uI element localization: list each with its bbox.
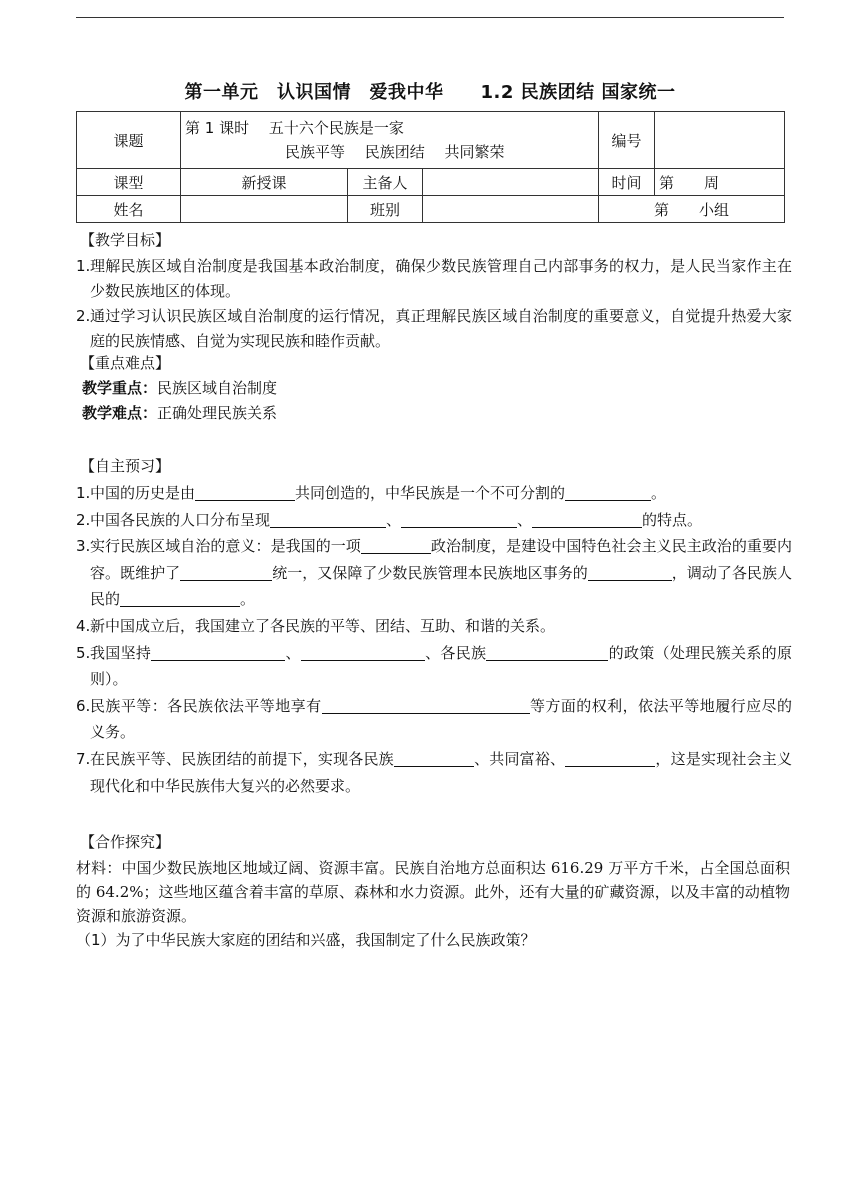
teaching-focus bbox=[82, 377, 277, 398]
question-text: 统一，又保障了少数民族管理本民族地区事务的 bbox=[272, 563, 588, 582]
question-text: 中国的历史是由 bbox=[90, 484, 196, 502]
difficulty-label: 教学难点： bbox=[82, 404, 158, 422]
question-text: 、 bbox=[386, 510, 402, 529]
objective-item bbox=[76, 304, 792, 354]
class-field[interactable] bbox=[423, 196, 599, 223]
preview-question-7 bbox=[76, 746, 792, 799]
answer-blank[interactable] bbox=[195, 483, 295, 501]
name-field[interactable] bbox=[181, 196, 348, 223]
question-number: 5. bbox=[76, 643, 91, 662]
answer-blank[interactable] bbox=[322, 696, 530, 714]
answer-blank[interactable] bbox=[180, 563, 272, 581]
answer-blank[interactable] bbox=[588, 563, 672, 581]
number-label: 编号 bbox=[599, 112, 655, 169]
focus-text: 民族区域自治制度 bbox=[157, 379, 278, 397]
answer-blank[interactable] bbox=[151, 643, 285, 661]
objective-item bbox=[76, 254, 792, 304]
answer-blank[interactable] bbox=[486, 643, 608, 661]
preparer-field[interactable] bbox=[423, 169, 599, 196]
answer-blank[interactable] bbox=[565, 749, 655, 767]
question-text: 、各民族 bbox=[424, 643, 487, 662]
question-number: 2. bbox=[76, 510, 91, 529]
lesson-subtitle: 民族平等 民族团结 共同繁荣 bbox=[285, 143, 505, 161]
preview-list bbox=[76, 480, 792, 799]
answer-blank[interactable] bbox=[394, 749, 474, 767]
objective-text: 理解民族区域自治制度是我国基本政治制度，确保少数民族管理自己内部事务的权力，是人民当家作主在少数民族地区的体现。 bbox=[90, 257, 792, 300]
question-text: 在民族平等、民族团结的前提下，实现各民族 bbox=[90, 749, 394, 768]
question-text: 、 bbox=[285, 643, 301, 662]
preview-question-6 bbox=[76, 693, 792, 746]
answer-blank[interactable] bbox=[361, 536, 431, 554]
answer-blank[interactable] bbox=[270, 510, 386, 528]
type-label: 课型 bbox=[77, 169, 181, 196]
question-text: 的政策（处理民簇关系的原则）。 bbox=[90, 643, 792, 689]
answer-blank[interactable] bbox=[532, 510, 642, 528]
question-number: 7. bbox=[76, 749, 91, 768]
answer-blank[interactable] bbox=[565, 483, 651, 501]
question-text: 、共同富裕、 bbox=[473, 749, 566, 768]
preparer-label: 主备人 bbox=[348, 169, 423, 196]
top-rule bbox=[76, 17, 784, 18]
answer-blank[interactable] bbox=[120, 589, 240, 607]
question-number: 1. bbox=[76, 484, 91, 502]
lesson-title: 第 1 课时 五十六个民族是一家 bbox=[185, 119, 404, 137]
question-text: 新中国成立后，我国建立了各民族的平等、团结、互助、和谐的关系。 bbox=[90, 616, 556, 635]
lesson-topic-cell bbox=[181, 112, 599, 169]
question-number: 6. bbox=[76, 696, 91, 715]
topic-label: 课题 bbox=[77, 112, 181, 169]
preview-question-1 bbox=[76, 480, 792, 507]
preview-question-4 bbox=[76, 613, 792, 640]
key-points-title: 【重点难点】 bbox=[80, 354, 171, 372]
preview-question-2 bbox=[76, 507, 792, 534]
question-text: 、 bbox=[517, 510, 533, 529]
answer-blank[interactable] bbox=[401, 510, 517, 528]
preview-question-3 bbox=[76, 533, 792, 613]
objectives-title: 【教学目标】 bbox=[80, 231, 171, 249]
class-label: 班别 bbox=[348, 196, 423, 223]
type-value: 新授课 bbox=[181, 169, 348, 196]
objective-number: 2. bbox=[76, 307, 91, 325]
question-text: 我国坚持 bbox=[90, 643, 152, 662]
question-text: 的特点。 bbox=[642, 510, 703, 529]
question-text: 政治制度，是建设中国特色社会主义民主政治的重要内容。既维护了 bbox=[90, 537, 792, 582]
question-text: 实行民族区域自治的意义：是我国的一项 bbox=[90, 537, 361, 556]
lesson-info-table bbox=[76, 111, 785, 223]
preview-title: 【自主预习】 bbox=[80, 457, 171, 475]
question-text: 。 bbox=[651, 484, 667, 502]
objective-text: 通过学习认识民族区域自治制度的运行情况，真正理解民族区域自治制度的重要意义，自觉提升热爱大家庭的民族情感、自觉为实现民族和睦作贡献。 bbox=[90, 307, 792, 350]
question-text: 共同创造的，中华民族是一个不可分割的 bbox=[295, 484, 566, 502]
teaching-difficulty bbox=[82, 402, 277, 423]
question-text: 等方面的权利，依法平等地履行应尽的义务。 bbox=[90, 696, 792, 742]
number-field[interactable] bbox=[655, 112, 785, 169]
material-paragraph: 材料：中国少数民族地区地域辽阔、资源丰富。民族自治地方总面积达 616.29 万平方千米，占全国总面积的 64.2%；这些地区蕴含着丰富的草原、森林和水力资源。此外，还有大量的矿藏资源，以及丰富的动植物资源和旅游资源。 bbox=[76, 859, 790, 925]
question-number: 3. bbox=[76, 537, 91, 556]
group-value: 第 小组 bbox=[599, 196, 785, 223]
preview-question-5 bbox=[76, 640, 792, 693]
objectives-list bbox=[76, 254, 792, 354]
name-label: 姓名 bbox=[77, 196, 181, 223]
difficulty-text: 正确处理民族关系 bbox=[157, 404, 278, 422]
objective-number: 1. bbox=[76, 257, 91, 275]
cooperation-title: 【合作探究】 bbox=[80, 833, 171, 851]
question-text: 民族平等：各民族依法平等地享有 bbox=[90, 696, 322, 715]
question-text: 。 bbox=[240, 590, 256, 609]
time-value: 第 周 bbox=[655, 169, 785, 196]
question-number: 4. bbox=[76, 616, 91, 635]
question-text: ，这是实现社会主义现代化和中华民族伟大复兴的必然要求。 bbox=[90, 749, 792, 795]
question-text: ，调动了各民族人民的 bbox=[90, 563, 792, 609]
question-text: 中国各民族的人口分布呈现 bbox=[90, 510, 271, 529]
page-title: 第一单元 认识国情 爱我中华 1.2 民族团结 国家统一 bbox=[184, 82, 676, 103]
focus-label: 教学重点： bbox=[82, 379, 158, 397]
time-label: 时间 bbox=[599, 169, 655, 196]
answer-blank[interactable] bbox=[301, 643, 425, 661]
discussion-question: （1）为了中华民族大家庭的团结和兴盛，我国制定了什么民族政策？ bbox=[76, 931, 536, 949]
